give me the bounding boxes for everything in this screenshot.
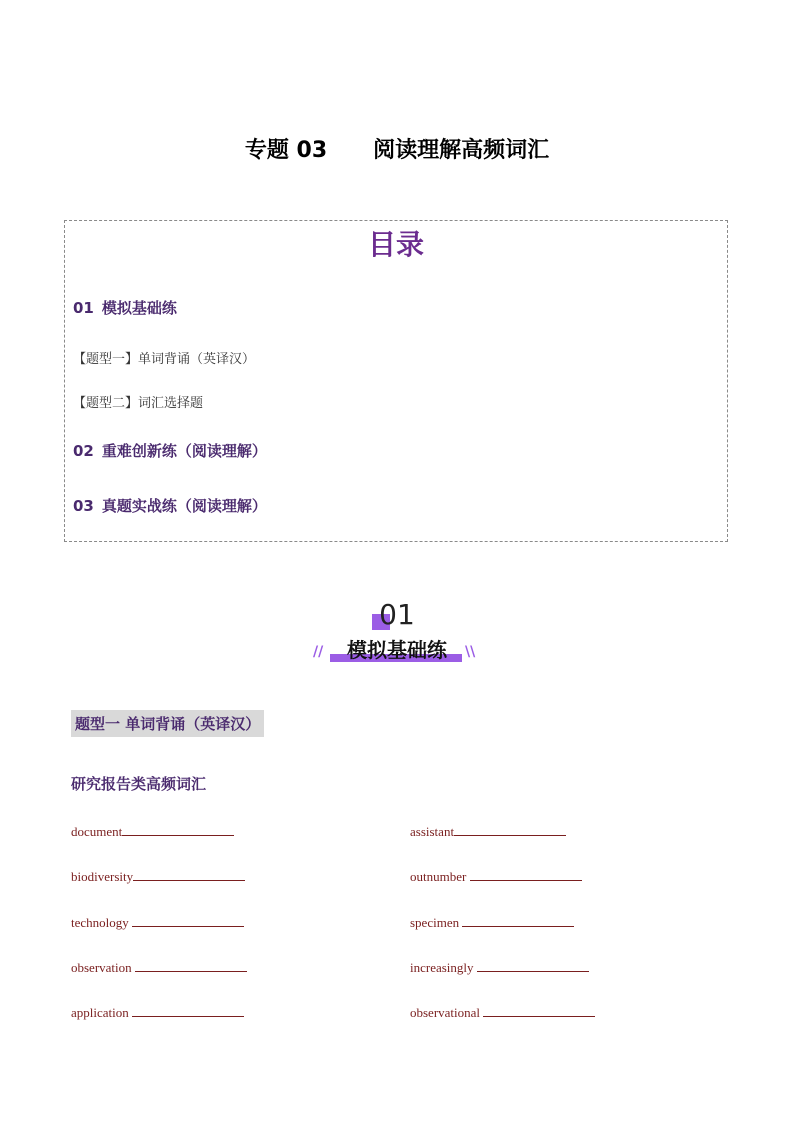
answer-blank[interactable] (135, 960, 247, 972)
vocab-word: biodiversity (71, 869, 134, 884)
answer-blank[interactable] (132, 1005, 244, 1017)
toc-item-03[interactable] (73, 495, 267, 516)
toc-item-02[interactable] (73, 440, 267, 461)
vocab-item (71, 1005, 244, 1021)
toc-item-number: 01 (73, 299, 94, 317)
answer-blank[interactable] (454, 824, 566, 836)
answer-blank[interactable] (132, 915, 244, 927)
vocab-item (410, 1005, 595, 1021)
vocab-word: application (71, 1005, 129, 1020)
toc-item-label: 模拟基础练 (101, 299, 177, 317)
toc-item-01[interactable] (73, 297, 177, 318)
question-type-label: 题型一 单词背诵（英译汉） (71, 710, 264, 737)
toc-item-number: 03 (73, 497, 94, 515)
vocab-item (71, 869, 245, 885)
section-number: 01 (379, 598, 415, 631)
slash-decoration-left: // (313, 644, 324, 660)
vocabulary-category: 研究报告类高频词汇 (71, 775, 207, 793)
vocab-item (410, 915, 574, 931)
vocab-item (410, 960, 589, 976)
vocab-item (71, 824, 234, 840)
answer-blank[interactable] (122, 824, 234, 836)
answer-blank[interactable] (462, 915, 574, 927)
vocab-word: document (71, 824, 123, 839)
section-title: 模拟基础练 (347, 638, 447, 662)
table-of-contents (64, 220, 728, 542)
vocab-word: specimen (410, 915, 460, 930)
vocab-item (71, 915, 244, 931)
slash-decoration-right: \\ (465, 644, 476, 660)
vocab-word: outnumber (410, 869, 467, 884)
vocab-word: observation (71, 960, 132, 975)
toc-subitem-type1[interactable]: 【题型一】单词背诵（英译汉） (73, 352, 256, 367)
vocab-word: observational (410, 1005, 481, 1020)
answer-blank[interactable] (470, 869, 582, 881)
answer-blank[interactable] (483, 1005, 595, 1017)
page-title: 专题 03 阅读理解高频词汇 (244, 138, 550, 163)
vocab-item (71, 960, 247, 976)
vocab-word: assistant (410, 824, 455, 839)
answer-blank[interactable] (133, 869, 245, 881)
answer-blank[interactable] (477, 960, 589, 972)
toc-item-label: 真题实战练（阅读理解） (101, 497, 267, 515)
toc-subitem-type2[interactable]: 【题型二】词汇选择题 (73, 396, 204, 411)
section-banner (0, 598, 794, 668)
vocab-word: technology (71, 915, 129, 930)
vocab-item (410, 824, 566, 840)
toc-item-number: 02 (73, 442, 94, 460)
toc-item-label: 重难创新练（阅读理解） (101, 442, 267, 460)
vocab-word: increasingly (410, 960, 474, 975)
toc-heading: 目录 (367, 228, 424, 261)
vocab-item (410, 869, 582, 885)
